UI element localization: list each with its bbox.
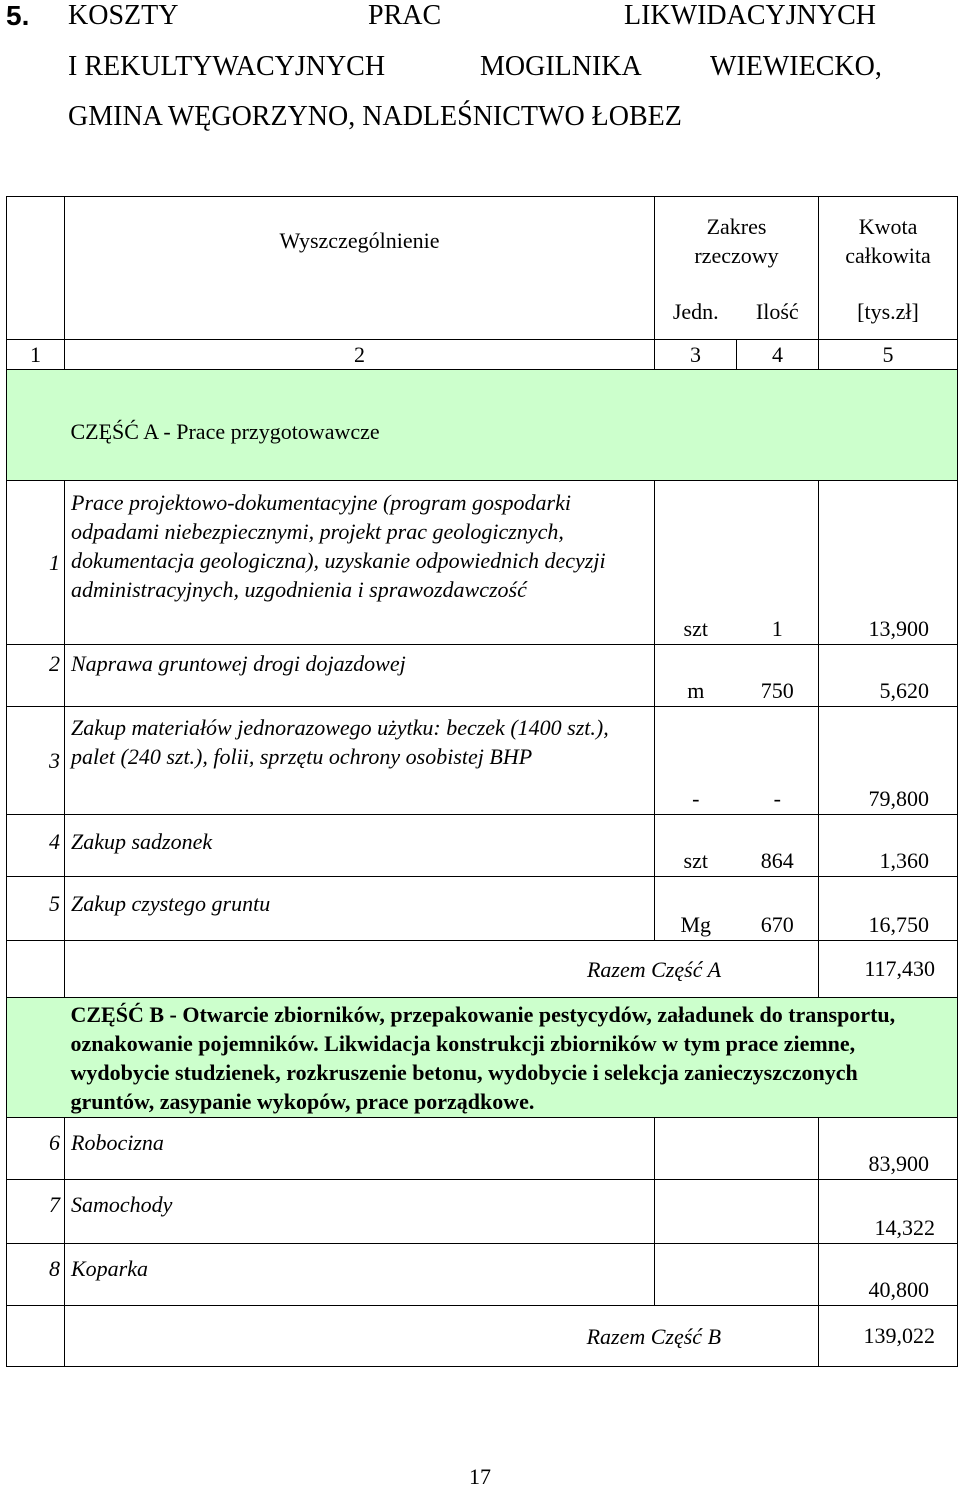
part-a-total-row [7, 941, 958, 998]
part-b-total-value: 139,022 [819, 1306, 958, 1367]
part-a-title: CZĘŚĆ A - Prace przygotowawcze [65, 370, 958, 481]
column-numbers-row [7, 340, 958, 370]
row-amount: 79,800 [819, 707, 958, 815]
row-description: Robocizna [65, 1118, 655, 1180]
row-number: 7 [7, 1180, 65, 1244]
row-number: 2 [7, 645, 65, 707]
row-number: 1 [7, 481, 65, 645]
row-unit: - [655, 707, 737, 815]
row-description: Koparka [65, 1244, 655, 1306]
part-a-total-label: Razem Część A [65, 941, 819, 998]
heading-word: PRAC [368, 0, 442, 31]
column-number: 4 [737, 340, 819, 370]
table-row [7, 481, 958, 645]
row-unit: szt [655, 481, 737, 645]
row-number: 4 [7, 815, 65, 877]
section-number: 5. [6, 0, 30, 31]
row-qty: 864 [737, 815, 819, 877]
table-row [7, 645, 958, 707]
header-unit: Jedn. [655, 285, 737, 340]
heading-word: KOSZTY [68, 0, 179, 31]
row-amount: 16,750 [819, 877, 958, 941]
row-amount: 83,900 [819, 1118, 958, 1180]
header-currency: [tys.zł] [819, 285, 958, 340]
row-description: Zakup sadzonek [65, 815, 655, 877]
cost-table [6, 196, 958, 1367]
row-amount: 5,620 [819, 645, 958, 707]
part-a-title-row [7, 370, 958, 481]
header-total: Kwota całkowita [819, 197, 958, 285]
table-row [7, 707, 958, 815]
column-number: 5 [819, 340, 958, 370]
row-unit: Mg [655, 877, 737, 941]
row-description: Prace projektowo-dokumentacyjne (program gospodarki odpadami niebezpiecznymi, projekt prac geologicznych, dokumentacja geologiczna), uzyskanie odpowiednich decyzji administracyjnych, uzgodnienia i sprawozdawczość [65, 481, 655, 645]
row-unit: szt [655, 815, 737, 877]
row-qty: 1 [737, 481, 819, 645]
table-row [7, 1180, 958, 1244]
part-b-title: CZĘŚĆ B - Otwarcie zbiorników, przepakowanie pestycydów, załadunek do transportu, oznakowanie pojemników. Likwidacja konstrukcji zbiorników w tym prace ziemne, wydobycie studzienek, rozkruszenie betonu, wydobycie i selekcja zanieczyszczonych gruntów, zasypanie wykopów, prace porządkowe. [65, 998, 958, 1118]
header-description: Wyszczególnienie [65, 197, 655, 285]
table-row [7, 815, 958, 877]
row-qty: 750 [737, 645, 819, 707]
row-number: 6 [7, 1118, 65, 1180]
row-qty: 670 [737, 877, 819, 941]
row-number: 3 [7, 707, 65, 815]
row-number: 5 [7, 877, 65, 941]
table-row [7, 1118, 958, 1180]
row-description: Samochody [65, 1180, 655, 1244]
heading-word: LIKWIDACYJNYCH [624, 0, 876, 31]
row-amount: 13,900 [819, 481, 958, 645]
row-description: Naprawa gruntowej drogi dojazdowej [65, 645, 655, 707]
header-qty: Ilość [737, 285, 819, 340]
header-row [7, 197, 958, 285]
column-number: 3 [655, 340, 737, 370]
row-description: Zakup materiałów jednorazowego użytku: beczek (1400 szt.), palet (240 szt.), folii, sprzętu ochrony osobistej BHP [65, 707, 655, 815]
row-description: Zakup czystego gruntu [65, 877, 655, 941]
heading-word: WIEWIECKO, [710, 51, 882, 82]
row-qty: - [737, 707, 819, 815]
row-unit: m [655, 645, 737, 707]
part-b-total-label: Razem Część B [65, 1306, 819, 1367]
part-b-total-row [7, 1306, 958, 1367]
heading-word: MOGILNIKA [480, 51, 642, 82]
row-number: 8 [7, 1244, 65, 1306]
table-row [7, 877, 958, 941]
column-number: 1 [7, 340, 65, 370]
heading-line: GMINA WĘGORZYNO, NADLEŚNICTWO ŁOBEZ [68, 101, 682, 132]
heading-word: I REKULTYWACYJNYCH [68, 51, 386, 82]
table-row [7, 1244, 958, 1306]
page-number: 17 [469, 1464, 491, 1489]
part-b-title-row [7, 998, 958, 1118]
part-a-total-value: 117,430 [819, 941, 958, 998]
row-amount: 40,800 [819, 1244, 958, 1306]
column-number: 2 [65, 340, 655, 370]
header-scope: Zakres rzeczowy [655, 197, 819, 285]
header-units-row [7, 285, 958, 340]
row-amount: 1,360 [819, 815, 958, 877]
row-amount: 14,322 [819, 1180, 958, 1244]
